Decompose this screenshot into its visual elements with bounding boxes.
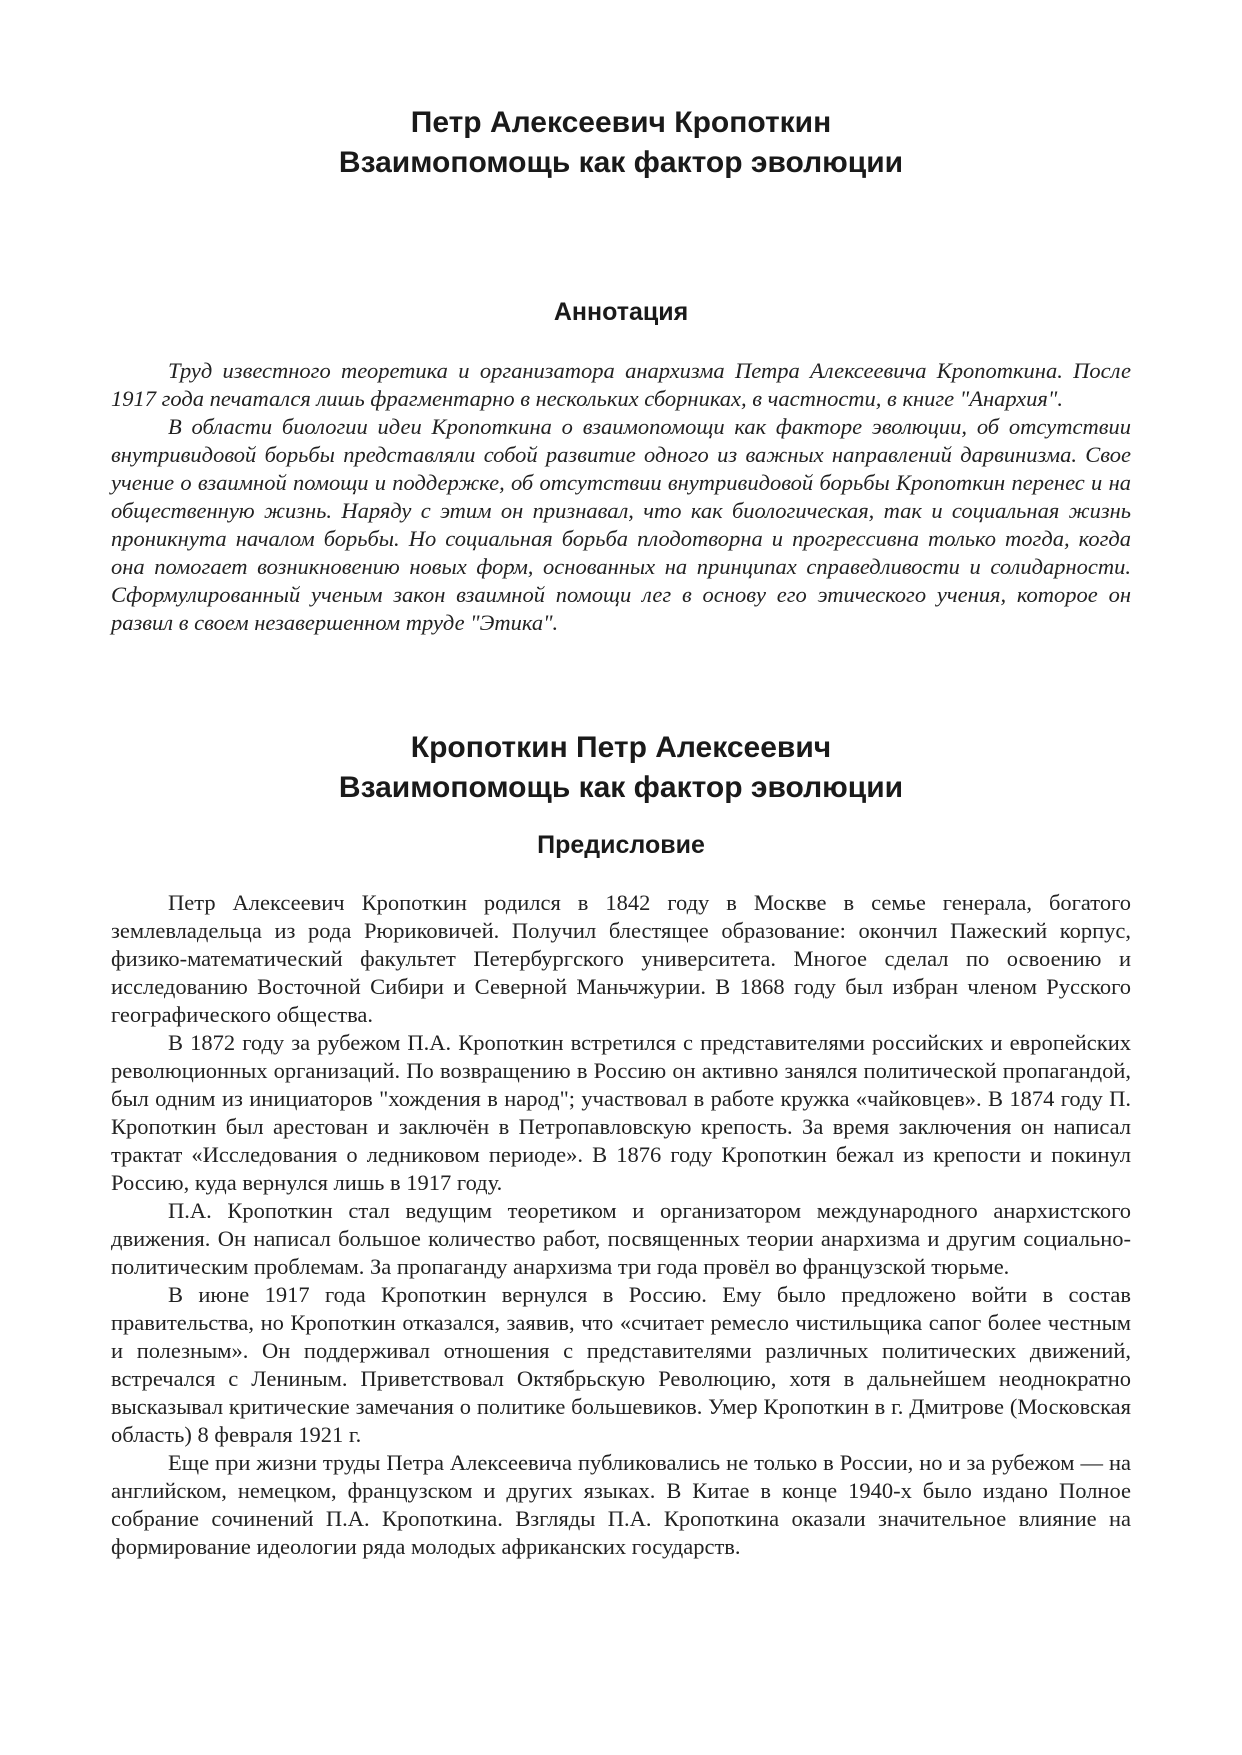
preface-body — [111, 889, 1131, 1561]
preface-paragraph: Петр Алексеевич Кропоткин родился в 1842 году в Москве в семье генерала, богатого землевладельца из рода Рюриковичей. Получил блестящее образование: окончил Пажеский корпус, физико-математический факультет Петербургского университета. Многое сделал по освоению и исследованию Восточной Сибири и Северной Маньчжурии. В 1868 году был избран членом Русского географического общества. — [111, 890, 1131, 1027]
preface-paragraph: В июне 1917 года Кропоткин вернулся в Россию. Ему было предложено войти в состав правительства, но Кропоткин отказался, заявив, что «считает ремесло чистильщика сапог более честным и полезным». Он поддерживал отношения с представителями различных политических движений, встречался с Лениным. Приветствовал Октябрьскую Революцию, хотя в дальнейшем неоднократно высказывал критические замечания о политике большевиков. Умер Кропоткин в г. Дмитрове (Московская область) 8 февраля 1921 г. — [111, 1282, 1131, 1447]
author-name: Кропоткин Петр Алексеевич — [410, 731, 832, 764]
preface-paragraph: П.А. Кропоткин стал ведущим теоретиком и организатором международного анархистского движения. Он написал большое количество работ, посвященных теории анархизма и другим социально-политическим проблемам. За пропаганду анархизма три года провёл во французской тюрьме. — [111, 1198, 1131, 1279]
book-title-block — [0, 728, 1242, 808]
book-title: Взаимопомощь как фактор эволюции — [338, 146, 904, 179]
document-title-block — [0, 103, 1242, 183]
annotation-body — [111, 357, 1131, 637]
annotation-paragraph: Труд известного теоретика и организатора анархизма Петра Алексеевича Кропоткина. После 1917 года печатался лишь фрагментарно в нескольких сборниках, в частности, в книге "Анархия". — [111, 358, 1131, 411]
preface-heading: Предисловие — [537, 831, 705, 859]
author-name: Петр Алексеевич Кропоткин — [410, 106, 832, 139]
annotation-heading: Аннотация — [553, 298, 689, 326]
annotation-paragraph: В области биологии идеи Кропоткина о взаимопомощи как факторе эволюции, об отсутствии внутривидовой борьбы представляли собой развитие одного из важных направлений дарвинизма. Свое учение о взаимной помощи и поддержке, об отсутствии внутривидовой борьбы Кропоткин перенес и на общественную жизнь. Наряду с этим он признавал, что как биологическая, так и социальная жизнь проникнута началом борьбы. Но социальная борьба плодотворна и прогрессивна только тогда, когда она помогает возникновению новых форм, основанных на принципах справедливости и солидарности. Сформулированный ученым закон взаимной помощи лег в основу его этического учения, которое он развил в своем незавершенном труде "Этика". — [111, 414, 1131, 635]
preface-paragraph: В 1872 году за рубежом П.А. Кропоткин встретился с представителями российских и европейских революционных организаций. По возвращению в Россию он активно занялся политической пропагандой, был одним из инициаторов "хождения в народ"; участвовал в работе кружка «чайковцев». В 1874 году П. Кропоткин был арестован и заключён в Петропавловскую крепость. За время заключения он написал трактат «Исследования о ледниковом периоде». В 1876 году Кропоткин бежал из крепости и покинул Россию, куда вернулся лишь в 1917 году. — [111, 1030, 1131, 1195]
preface-paragraph: Еще при жизни труды Петра Алексеевича публиковались не только в России, но и за рубежом — на английском, немецком, французском и других языках. В Китае в конце 1940-х было издано Полное собрание сочинений П.А. Кропоткина. Взгляды П.А. Кропоткина оказали значительное влияние на формирование идеологии ряда молодых африканских государств. — [111, 1450, 1131, 1559]
book-title: Взаимопомощь как фактор эволюции — [338, 771, 904, 804]
